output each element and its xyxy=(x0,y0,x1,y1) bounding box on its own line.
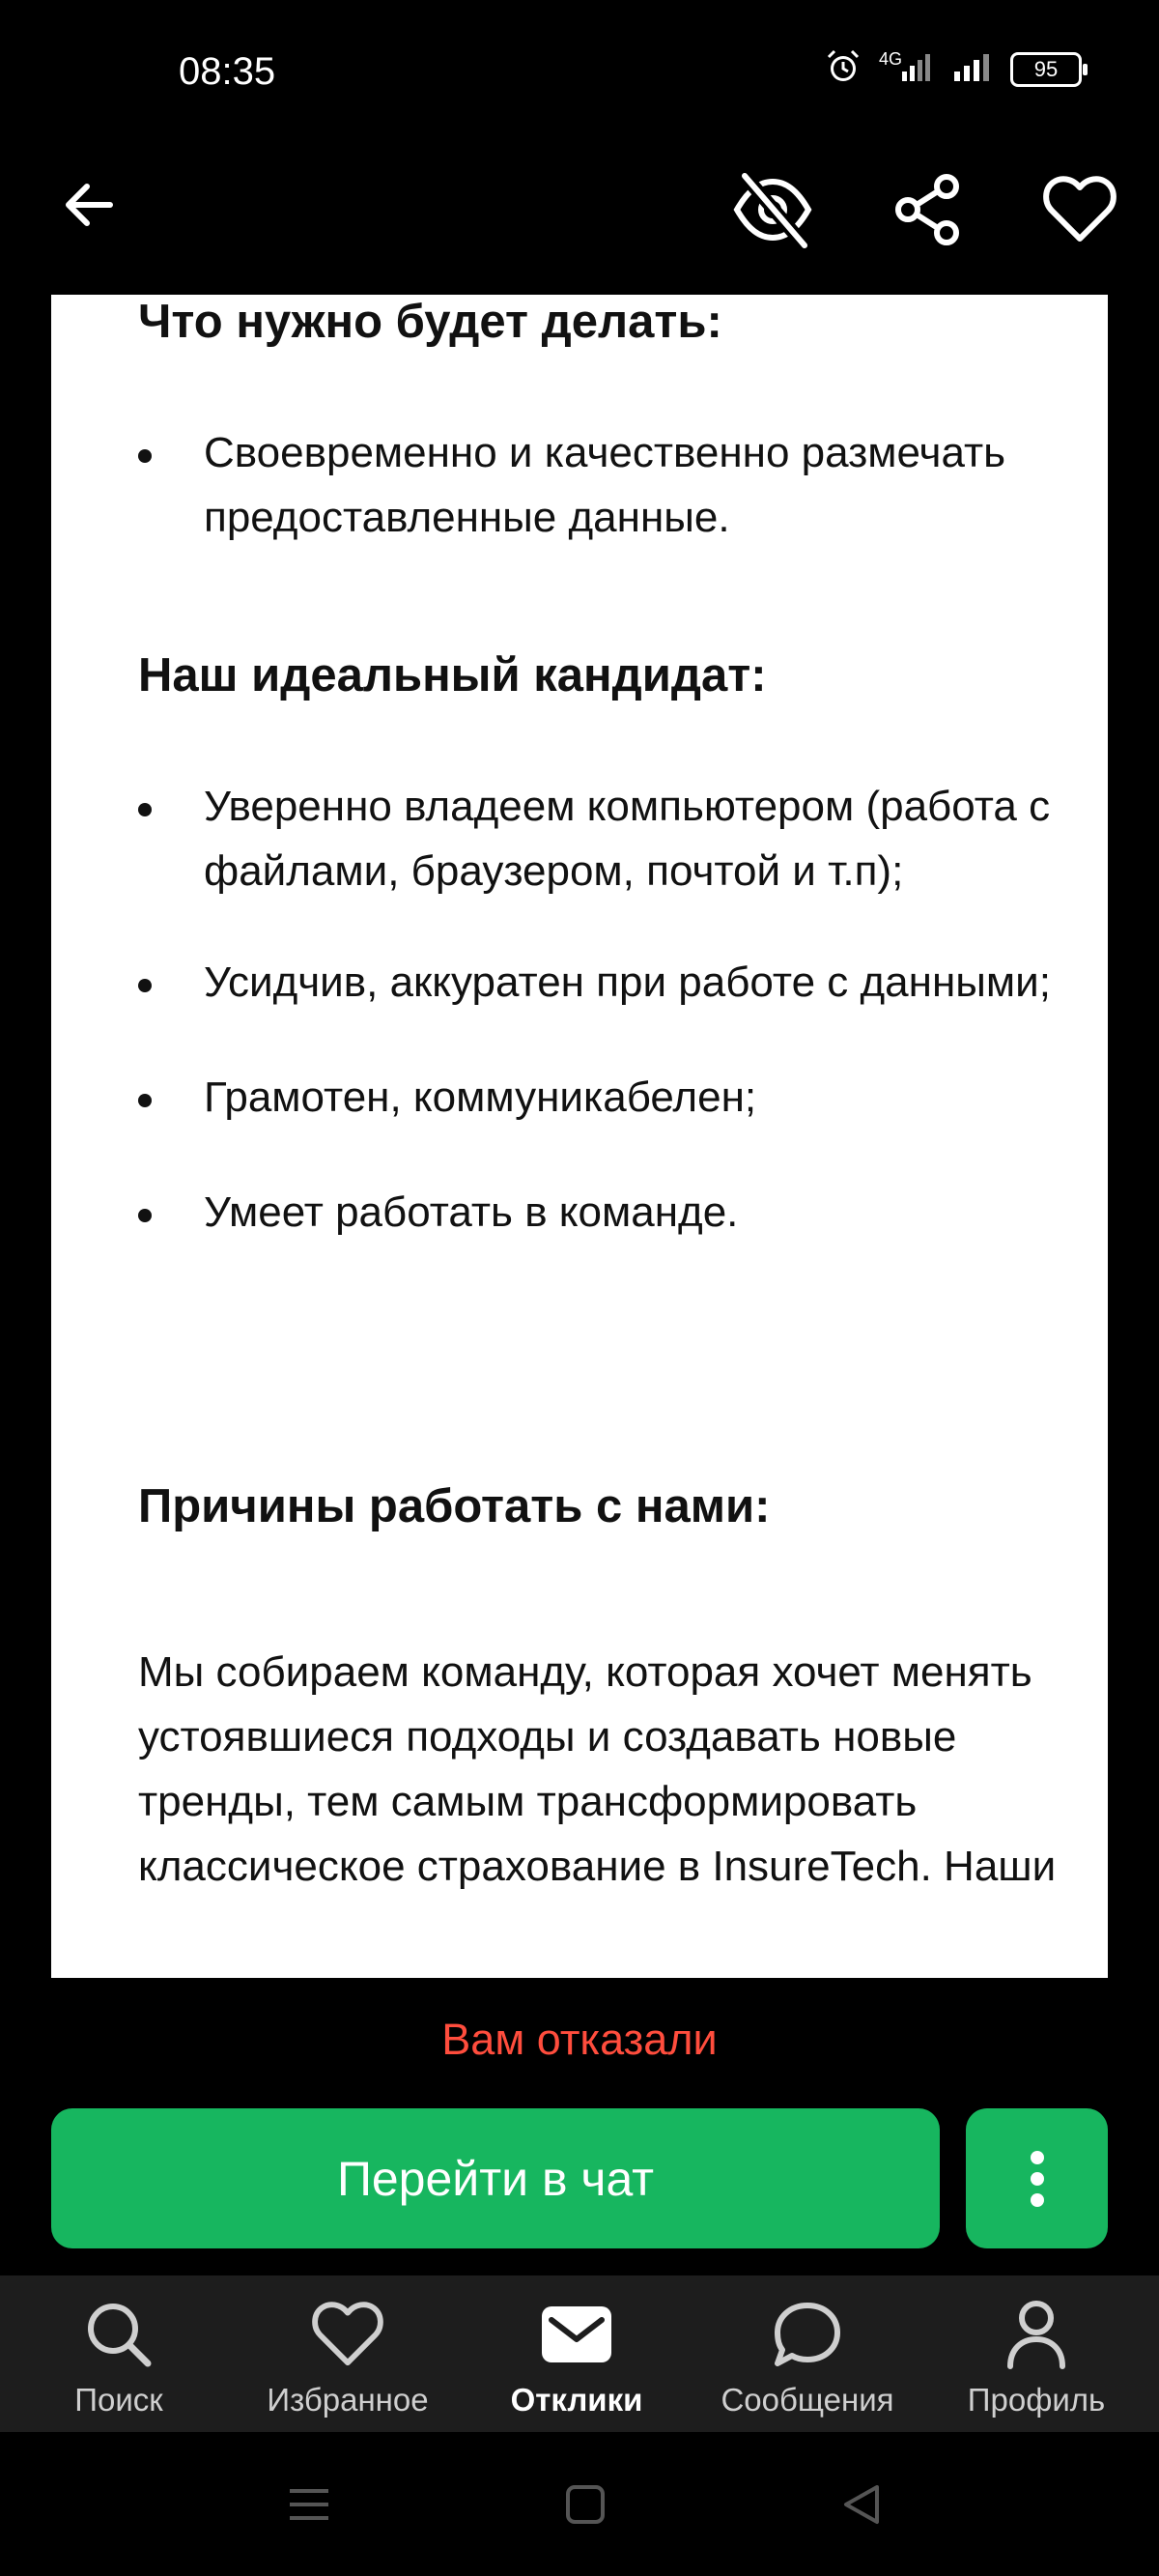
mail-icon xyxy=(461,2297,693,2372)
list-item: Уверенно владеем компьютером (работа с файлами, браузером, почтой и т.п); xyxy=(138,774,1085,903)
nav-label: Профиль xyxy=(967,2382,1106,2418)
heart-icon[interactable] xyxy=(1041,166,1118,253)
network-label: 4G xyxy=(878,49,902,69)
nav-item-messages[interactable] xyxy=(692,2297,923,2419)
heading-reasons: Причины работать с нами: xyxy=(138,1480,771,1532)
rejection-status: Вам отказали xyxy=(441,2015,718,2064)
status-bar xyxy=(0,0,1159,145)
nav-item-favorites[interactable] xyxy=(232,2297,464,2419)
heading-tasks: Что нужно будет делать: xyxy=(138,296,722,348)
heading-candidate: Наш идеальный кандидат: xyxy=(138,649,767,701)
list-item: Умеет работать в команде. xyxy=(138,1180,1085,1245)
top-bar xyxy=(0,145,1159,295)
eye-off-icon[interactable] xyxy=(729,166,816,253)
back-triangle-icon[interactable] xyxy=(833,2476,890,2533)
vacancy-description-card[interactable] xyxy=(51,295,1108,1978)
chat-bubble-icon xyxy=(692,2297,923,2372)
nav-item-profile[interactable] xyxy=(920,2297,1152,2419)
status-icons xyxy=(825,48,1082,90)
home-icon[interactable] xyxy=(556,2476,614,2533)
status-time: 08:35 xyxy=(179,50,276,93)
nav-item-search[interactable] xyxy=(3,2297,235,2419)
bottom-nav xyxy=(0,2275,1159,2432)
list-item: Грамотен, коммуникабелен; xyxy=(138,1065,1085,1130)
nav-label: Сообщения xyxy=(721,2382,894,2418)
nav-item-responses[interactable] xyxy=(461,2297,693,2419)
alarm-icon xyxy=(825,48,862,90)
go-to-chat-button[interactable]: Перейти в чат xyxy=(51,2108,940,2248)
menu-icon[interactable] xyxy=(280,2476,338,2533)
back-arrow-icon[interactable] xyxy=(50,166,127,243)
profile-icon xyxy=(920,2297,1152,2372)
tasks-list xyxy=(138,420,1085,550)
more-vertical-icon[interactable] xyxy=(966,2108,1108,2248)
share-icon[interactable] xyxy=(889,166,966,253)
reasons-paragraph: Мы собираем команду, которая хочет менять устоявшиеся подходы и создавать новые тренды, тем самым трансформировать классическое страхование в InsureTech. Наши xyxy=(138,1648,1057,1890)
system-nav-bar xyxy=(0,2432,1159,2576)
heart-icon xyxy=(232,2297,464,2372)
nav-label: Избранное xyxy=(267,2382,429,2418)
search-icon xyxy=(3,2297,235,2372)
battery-icon: 95 xyxy=(1010,52,1082,87)
nav-label: Отклики xyxy=(510,2382,643,2418)
signal-icon xyxy=(950,50,993,88)
candidate-list xyxy=(138,774,1085,1245)
list-item: Своевременно и качественно размечать предоставленные данные. xyxy=(138,420,1085,550)
signal-icon xyxy=(900,50,933,88)
nav-label: Поиск xyxy=(74,2382,163,2418)
list-item: Усидчив, аккуратен при работе с данными; xyxy=(138,950,1085,1015)
